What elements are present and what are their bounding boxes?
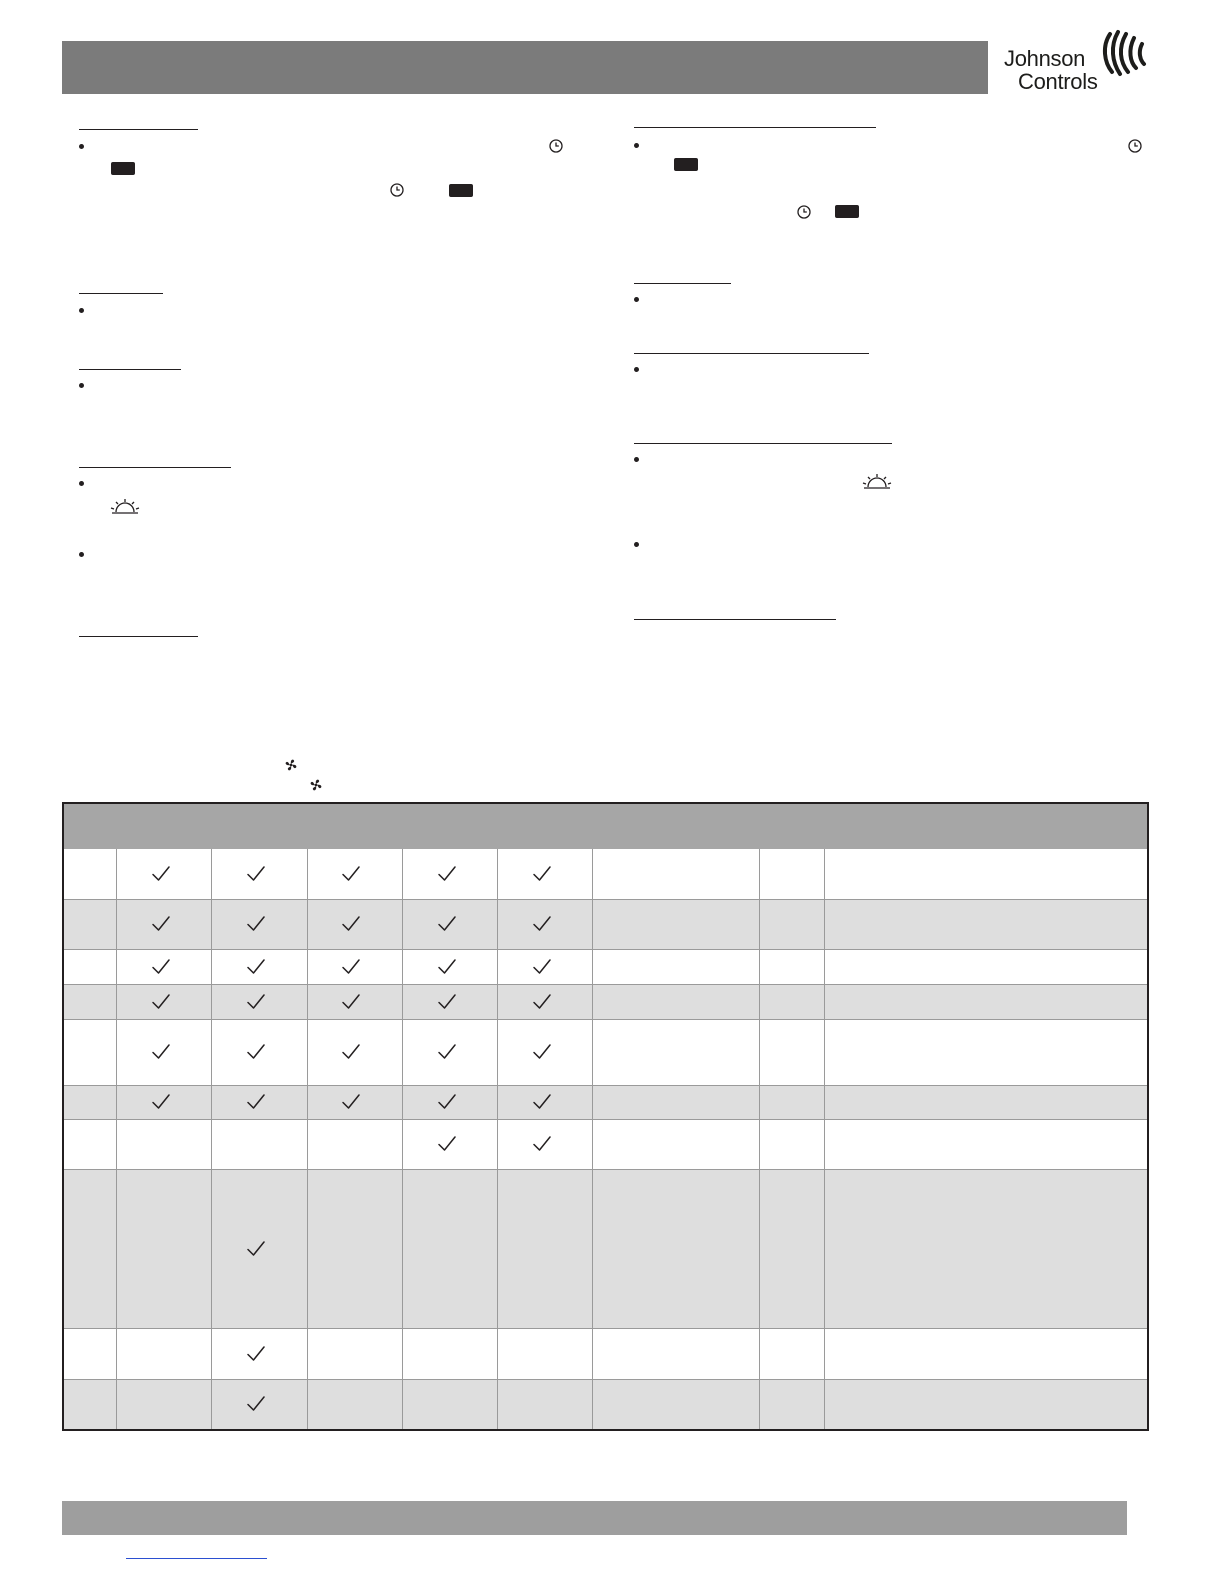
table-row [64, 1119, 1147, 1169]
check-icon [246, 1395, 266, 1413]
table-row [64, 1085, 1147, 1119]
section-heading-rule [79, 129, 198, 130]
check-icon [341, 993, 361, 1011]
check-icon [151, 958, 171, 976]
check-icon [437, 915, 457, 933]
table-row [64, 1019, 1147, 1085]
key-icon [449, 184, 473, 197]
table-header-row [64, 804, 1147, 849]
check-icon [532, 958, 552, 976]
check-icon [246, 1240, 266, 1258]
section-heading-rule [634, 283, 731, 284]
bullet [634, 457, 639, 462]
table-row [64, 899, 1147, 949]
table-column-divider [402, 849, 403, 1429]
check-icon [246, 1345, 266, 1363]
footer-bar [62, 1501, 1127, 1535]
table-row [64, 849, 1147, 899]
section-heading-rule [79, 293, 163, 294]
header-bar [62, 41, 988, 94]
check-icon [341, 915, 361, 933]
check-icon [151, 865, 171, 883]
table-row-divider [64, 984, 1147, 985]
check-icon [341, 958, 361, 976]
bullet [634, 143, 639, 148]
table-column-divider [307, 849, 308, 1429]
bullet [79, 481, 84, 486]
logo-stripes-icon [1100, 28, 1150, 78]
section-heading-rule [634, 127, 876, 128]
bullet [79, 308, 84, 313]
bullet [634, 542, 639, 547]
footer-link-underline[interactable] [126, 1558, 267, 1559]
check-icon [341, 1093, 361, 1111]
check-icon [151, 1043, 171, 1061]
table-row-divider [64, 1085, 1147, 1086]
bullet [79, 383, 84, 388]
check-icon [151, 915, 171, 933]
check-icon [532, 1135, 552, 1153]
table-column-divider [211, 849, 212, 1429]
table-row-divider [64, 1328, 1147, 1329]
fan-icon [309, 778, 323, 792]
table-column-divider [824, 849, 825, 1429]
check-icon [246, 958, 266, 976]
check-icon [532, 993, 552, 1011]
bullet [634, 367, 639, 372]
check-icon [532, 915, 552, 933]
table-column-divider [592, 849, 593, 1429]
check-icon [532, 1043, 552, 1061]
sunrise-icon [110, 499, 140, 515]
check-icon [341, 865, 361, 883]
section-heading-rule [79, 636, 198, 637]
section-heading-rule [79, 369, 181, 370]
logo-text-line1: Johnson [1004, 46, 1086, 71]
table-row-divider [64, 1379, 1147, 1380]
check-icon [246, 1093, 266, 1111]
table-row-divider [64, 949, 1147, 950]
key-icon [835, 205, 859, 218]
table-row [64, 1169, 1147, 1328]
section-heading-rule [634, 443, 892, 444]
check-icon [246, 1043, 266, 1061]
clock-icon [797, 205, 811, 219]
logo-text-line2: Controls [1018, 69, 1098, 94]
check-icon [437, 958, 457, 976]
table-column-divider [759, 849, 760, 1429]
check-icon [437, 1043, 457, 1061]
check-icon [246, 915, 266, 933]
table-column-divider [497, 849, 498, 1429]
fan-icon [284, 758, 298, 772]
bullet [79, 552, 84, 557]
table-row [64, 949, 1147, 984]
check-icon [341, 1043, 361, 1061]
sunrise-icon [862, 474, 892, 490]
check-icon [437, 1093, 457, 1111]
clock-icon [549, 139, 563, 153]
table-row-divider [64, 1119, 1147, 1120]
section-heading-rule [79, 467, 231, 468]
check-icon [246, 993, 266, 1011]
check-icon [437, 865, 457, 883]
table-row-divider [64, 1169, 1147, 1170]
table-row [64, 1379, 1147, 1429]
check-icon [437, 993, 457, 1011]
check-icon [151, 993, 171, 1011]
key-icon [674, 158, 698, 171]
bullet [79, 144, 84, 149]
section-heading-rule [634, 619, 836, 620]
table-row-divider [64, 1019, 1147, 1020]
table-row-divider [64, 899, 1147, 900]
table-row [64, 1328, 1147, 1379]
johnson-controls-logo [1000, 26, 1160, 96]
table-row [64, 984, 1147, 1019]
check-icon [532, 865, 552, 883]
clock-icon [390, 183, 404, 197]
check-icon [151, 1093, 171, 1111]
section-heading-rule [634, 353, 869, 354]
check-icon [437, 1135, 457, 1153]
key-icon [111, 162, 135, 175]
table-column-divider [116, 849, 117, 1429]
check-icon [246, 865, 266, 883]
clock-icon [1128, 139, 1142, 153]
bullet [634, 297, 639, 302]
check-icon [532, 1093, 552, 1111]
